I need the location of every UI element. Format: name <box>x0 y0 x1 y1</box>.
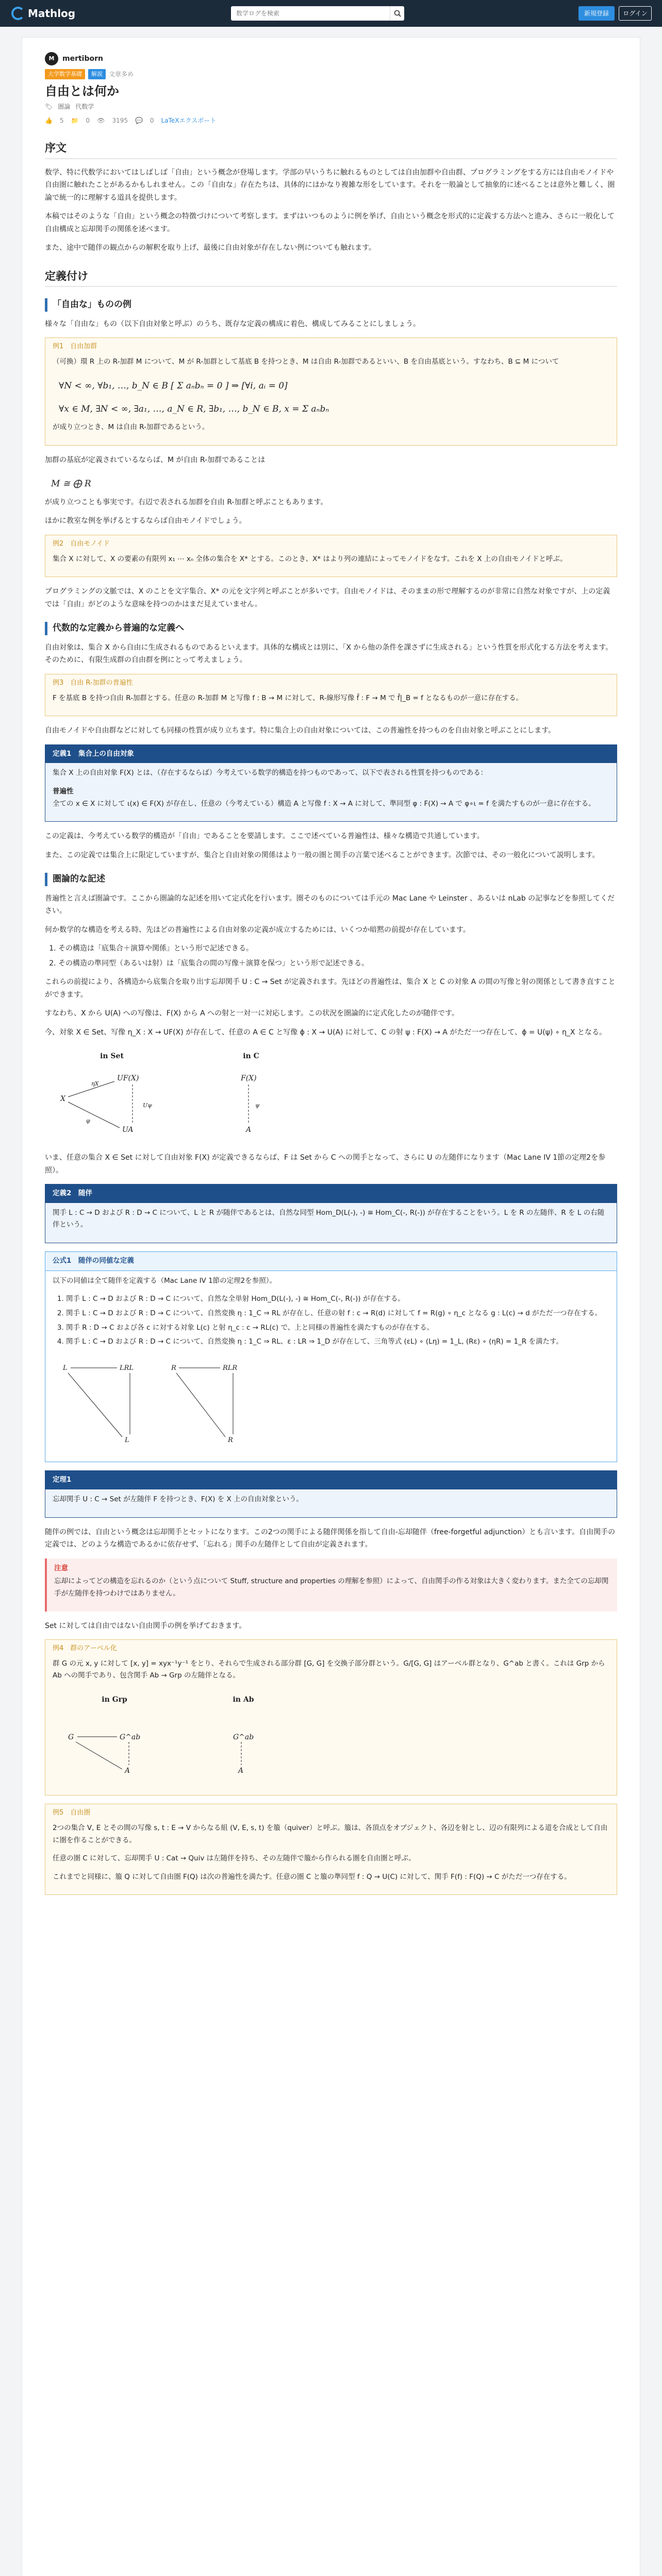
definition-box <box>45 744 617 822</box>
login-button[interactable]: ログイン <box>619 6 652 21</box>
svg-text:G: G <box>68 1733 74 1741</box>
list-item: 1. その構造は「底集合＋演算や関係」という形で記述できる。 <box>58 942 617 955</box>
svg-text:L: L <box>63 1364 68 1372</box>
paragraph: が成り立つことも事実です。右辺で表される加群を自由 R-加群と呼ぶこともあります。 <box>45 498 328 506</box>
svg-text:R: R <box>171 1364 176 1372</box>
example-title: 例5 自由圏 <box>53 1809 91 1817</box>
svg-text:X: X <box>60 1094 65 1103</box>
svg-text:LRL: LRL <box>120 1364 134 1372</box>
definition-text: 関手 L : C → D および R : D → C について、L と R が随伴であるとは、自然な同型 Hom_D(L(-), -) ≅ Hom_C(-, R(-)) が存在することをいう。L を R の左随伴、R を L の右随伴という。 <box>53 1208 605 1229</box>
example-text: 任意の圏 C に対して、忘却関手 U : Cat → Quiv は左随伴を持ち、その左随伴で箙から作られる圏を自由圏と呼ぶ。 <box>53 1854 416 1863</box>
paragraph: この定義は、今考えている数学的構造が「自由」であることを要請します。ここで述べている普遍性は、様々な構造で共通しています。 <box>45 832 484 841</box>
page-title: 自由とは何か <box>45 84 119 98</box>
formula: ∀x ∈ M, ∃N < ∞, ∃a₁, …, a_N ∈ R, ∃b₁, …, b_N ∈ B, x = Σ aₙbₙ <box>59 404 329 415</box>
example-text: 2つの集合 V, E とその間の写像 s, t : E → V からなる組 (V, E, s, t) を箙（quiver）と呼ぶ。箙は、各頂点をオブジェクト、各辺を射とし、辺の有限列による道を合成として自由に圏を作ることができる。 <box>53 1823 608 1844</box>
like-count: 5 <box>59 117 64 124</box>
paragraph: 普遍性と言えば圏論です。ここから圏論的な記述を用いて定式化を行います。圏そのものについては手元の Mac Lane や Leinster 、あるいは nLab の記事などを参照してください。 <box>45 894 615 916</box>
svg-text:A: A <box>246 1125 252 1134</box>
theorem-text: 忘却関手 U : C → Set が左随伴 F を持つとき、F(X) を X 上の自由対象という。 <box>53 1495 304 1504</box>
diagram-svg <box>207 1708 279 1781</box>
definition-box <box>45 1184 617 1243</box>
diagram-label: in Set <box>100 1052 124 1061</box>
paragraph: また、この定義では集合上に限定していますが、集合と自由対象の関係はより一般の圏と関手の言葉で述べることができます。次節では、その一般化について説明します。 <box>45 851 600 859</box>
numbered-list <box>45 942 617 970</box>
section-heading-intro: 序文 <box>45 140 617 159</box>
paragraph: 様々な「自由な」もの（以下自由対象と呼ぶ）のうち、既存な定義の構成に着色、構成してみることにしましょう。 <box>45 319 420 328</box>
paragraph: 自由モノイドや自由群などに対しても同様の性質が成り立ちます。特に集合上の自由対象については、この普遍性を持つものを自由対象と呼ぶことにします。 <box>45 726 556 735</box>
warning-title: 注意 <box>54 1564 68 1572</box>
site-logo[interactable] <box>11 5 75 23</box>
definition-text: 集合 X 上の自由対象 F(X) とは、（存在するならば）今考えている数学的構造を持つものであって、以下で表される性質を持つものである： <box>53 769 488 777</box>
stats-row <box>45 115 617 126</box>
list-item: 4. 関手 L : C → D および R : D → C について、自然変換 η : 1_C ⇒ RL、ε : LR ⇒ 1_D が存在して、三角等式 (εL) ∘ (Lη) = 1_L, (Rε) ∘ (ηR) = 1_R を満たす。 <box>66 1336 609 1348</box>
paragraph: 加群の基底が定義されているならば、M が自由 R-加群であることは <box>45 455 266 464</box>
latex-export-link[interactable]: LaTeXエクスポート <box>161 117 217 124</box>
register-button[interactable]: 新規登録 <box>578 6 615 21</box>
paragraph: すなわち、X から U(A) への写像は、F(X) から A への射と一対一に対応します。この状況を圏論的に定式化したのが随伴です。 <box>45 1009 459 1018</box>
tag[interactable]: 代数学 <box>75 103 94 110</box>
section-heading-definition: 定義付け <box>45 268 617 287</box>
paragraph: 今、対象 X ∈ Set、写像 η_X : X → UF(X) が存在して、任意の A ∈ C と写像 ϕ : X → U(A) に対して、C の射 ψ : F(X) → A がただ一つ存在して、ϕ = U(ψ) ∘ η_X となる。 <box>45 1028 606 1037</box>
svg-text:Uψ: Uψ <box>143 1101 152 1109</box>
view-icon: 👁 <box>97 117 105 124</box>
subsection-heading: 代数的な定義から普遍的な定義へ <box>45 622 617 635</box>
avatar[interactable]: M <box>45 52 58 65</box>
list-item: 2. 関手 L : C → D および R : D → C について、自然変換 η : 1_C ⇒ RL が存在し、任意の射 f : c → R(d) に対して f = R(g) ∘ η_c となる g : L(c) → d がただ一つ存在する。 <box>66 1308 609 1320</box>
example-box <box>45 674 617 716</box>
paragraph: Set に対しては自由ではない自由関手の例を挙げておきます。 <box>45 1621 246 1630</box>
proposition-title: 公式1 随伴の同値な定義 <box>45 1252 617 1271</box>
search-box <box>231 6 404 21</box>
theorem-box <box>45 1470 617 1517</box>
example-text: （可換）環 R 上の R-加群 M について、M が R-加群として基底 B を持つとき、M は自由 R-加群であるといい、B を自由基底という。すなわち、B ⊆ M について <box>53 357 559 366</box>
example-title: 例2 自由モノイド <box>53 539 110 548</box>
svg-text:G^ab: G^ab <box>233 1733 254 1741</box>
commutative-diagram <box>53 1688 609 1790</box>
intro-paragraph: また、途中で随伴の観点からの解釈を取り上げ、最後に自由対象が存在しない例についても触れます。 <box>45 244 376 252</box>
list-item: 3. 関手 R : D → C および各 c に対する対象 L(c) と射 η_c : c → RL(c) で、上と同様の普遍性を満たすものが存在する。 <box>66 1322 609 1334</box>
subsection-heading: 圏論的な記述 <box>45 873 617 886</box>
numbered-list <box>53 1293 609 1348</box>
example-text: 群 G の元 x, y に対して [x, y] = xyx⁻¹y⁻¹ をとり、それらで生成される部分群 [G, G] を交換子部分群という。G/[G, G] はアーベル群となり、G^ab と書く。これは Grp から Ab への関手であり、包含関手 Ab → Grp の左随伴となる。 <box>53 1659 605 1680</box>
formula: ∀N < ∞, ∀b₁, …, b_N ∈ B [ Σ aₙbₙ = 0 ] ⇒ [∀i, aᵢ = 0] <box>59 380 288 391</box>
svg-text:UA: UA <box>122 1125 134 1134</box>
stock-count: 0 <box>86 117 90 124</box>
list-item: 2. その構造の準同型（あるいは射）は「底集合の間の写像＋演算を保つ」という形で記述できる。 <box>58 957 617 970</box>
search-button[interactable] <box>390 6 404 21</box>
diagram-svg <box>63 1708 166 1781</box>
search-input[interactable] <box>231 6 390 21</box>
stock-icon[interactable]: 📁 <box>71 117 79 124</box>
example-title: 例4 群のアーベル化 <box>53 1645 117 1653</box>
definition-label: 普遍性 <box>53 787 74 795</box>
type-badge: 解説 <box>88 69 106 79</box>
svg-text:A: A <box>238 1766 244 1775</box>
diagram-svg <box>55 1065 169 1142</box>
example-text: が成り立つとき、M は自由 R-加群であるという。 <box>53 423 209 432</box>
svg-text:L: L <box>125 1436 129 1444</box>
diagram-svg <box>210 1065 292 1142</box>
diagram-right <box>210 1050 292 1146</box>
author-name[interactable]: mertiborn <box>62 54 103 63</box>
style-label: 文章多め <box>109 70 134 78</box>
svg-text:R: R <box>228 1436 233 1444</box>
view-count: 3195 <box>112 117 128 124</box>
paragraph: 何か数学的な構造を考える時、先ほどの普遍性による自由対象の定義が成立するためには、いくつか暗黙の前提が存在しています。 <box>45 925 470 934</box>
svg-text:φ: φ <box>86 1117 90 1124</box>
example-text: これまでと同様に、箙 Q に対して自由圏 F(Q) は次の普遍性を満たす。任意の圏 C と箙の準同型 f : Q → U(C) に対して、関手 F(f) : F(Q) → C がただ一つ存在する。 <box>53 1872 571 1881</box>
svg-text:A: A <box>125 1766 130 1775</box>
svg-text:F(X): F(X) <box>241 1074 257 1082</box>
definition-text: 全ての x ∈ X に対して ι(x) ∈ F(X) が存在し、任意の（今考えている）構造 A と写像 f : X → A に対して、準同型 φ : F(X) → A で φ∘ι = f を満たすものが一意に存在する。 <box>53 799 595 808</box>
diagram-label: in C <box>243 1052 259 1061</box>
tag[interactable]: 圏論 <box>58 103 71 110</box>
svg-text:G^ab: G^ab <box>120 1733 141 1741</box>
diagram-left <box>63 1693 166 1785</box>
example-title: 例1 自由加群 <box>53 343 97 351</box>
example-box <box>45 1639 617 1795</box>
definition-title: 定義2 随伴 <box>45 1184 617 1203</box>
paragraph: 自由対象は、集合 X から自由に生成されるものであるといえます。具体的な構成とは別に、「X から他の条件を課さずに生成される」という性質を形式化する方法を考えます。そのために、有限生成群の自由群を例にとって考えましょう。 <box>45 643 613 665</box>
comment-icon[interactable]: 💬 <box>135 117 143 124</box>
logo-text: Mathlog <box>28 7 76 20</box>
formula: M ≅ ⨁ R <box>51 479 91 489</box>
warning-text: 忘却によってどの構造を忘れるのか（という点について Stuff, structure and properties の理解を参照）によって、自由関手の作る対象は大きく変わります。また全ての忘却関手が左随伴を持つわけではありません。 <box>54 1577 609 1598</box>
example-box <box>45 535 617 577</box>
proposition-box <box>45 1251 617 1462</box>
commutative-diagram <box>45 1045 617 1151</box>
example-box <box>45 1804 617 1895</box>
paragraph: プログラミングの文脈では、X のことを文字集合、X* の元を文字列と呼ぶことが多いです。自由モノイドは、そのままの形で理解するのが非常に自然な対象ですが、上の定義では「自由」がどのような意味を持つのかはまだ見えていません。 <box>45 587 610 608</box>
intro-paragraph: 本稿ではそのような「自由」という概念の特徴づけについて考察します。まずはいつものように例を挙げ、自由という概念を形式的に定義する方法へと進み、さらに一般化して自由構成と忘却関手の関係を述べます。 <box>45 212 615 233</box>
svg-text:ηX: ηX <box>91 1080 99 1087</box>
triangle-identity-diagram <box>53 1354 269 1452</box>
logo-icon <box>11 7 25 20</box>
diagram-left <box>55 1050 169 1146</box>
author-row <box>45 51 617 66</box>
like-icon[interactable]: 👍 <box>45 117 53 124</box>
svg-text:RLR: RLR <box>223 1364 238 1372</box>
example-text: F を基底 B を持つ自由 R-加群とする。任意の R-加群 M と写像 f : B → M に対して、R-線形写像 f̄ : F → M で f̄|_B = f となるものが一意に存在する。 <box>53 693 523 702</box>
diagram-label: in Grp <box>102 1696 127 1704</box>
svg-text:UF(X): UF(X) <box>117 1074 139 1082</box>
svg-text:ψ: ψ <box>255 1101 260 1109</box>
paragraph: いま、任意の集合 X ∈ Set に対して自由対象 F(X) が定義できるならば、F は Set から C への関手となって、さらに U の左随伴になります（Mac Lane IV 1節の定理2を参照）。 <box>45 1154 606 1175</box>
badge-row <box>45 69 617 80</box>
diagram-right <box>207 1693 279 1785</box>
top-bar <box>0 0 662 27</box>
example-box <box>45 337 617 446</box>
example-title: 例3 自由 R-加群の普遍性 <box>53 679 133 687</box>
intro-paragraph: 数学、特に代数学においてはしばしば「自由」という概念が登場します。学部の早いうちに触れるものとしては自由加群や自由群、プログラミングをする方には自由モノイドや自由圏に触れたことがあるかもしれません。この「自由な」存在たちは、具体的にはかなり複雑な形をしています。それを一般論として抽象的に述べることは意外と難しく、圏論で統一的に理解する道具を提供します。 <box>45 168 615 202</box>
paragraph: これらの前提により、各構造から底集合を取り出す忘却関手 U : C → Set が定義されます。先ほどの普遍性は、集合 X と C の対象 A の間の写像と射の関係として書き直すことができます。 <box>45 978 616 999</box>
subsection-heading: 「自由な」ものの例 <box>45 298 617 312</box>
search-icon <box>394 10 401 17</box>
diagram-label: in Ab <box>233 1696 254 1704</box>
warning-box <box>45 1558 617 1612</box>
list-item: 1. 関手 L : C → D および R : D → C について、自然な全単射 Hom_D(L(-), -) ≅ Hom_C(-, R(-)) が存在する。 <box>66 1293 609 1306</box>
paragraph: ほかに教室な例を挙げるとするならば自由モノイドでしょう。 <box>45 517 246 526</box>
tag-list <box>45 101 617 112</box>
comment-count: 0 <box>150 117 154 124</box>
tag-icon: 🏷 <box>45 103 53 110</box>
example-text: 集合 X に対して、X の要素の有限列 x₁ ⋯ xₙ 全体の集合を X* とする。このとき、X* はより列の連結によってモノイドをなす。これを X 上の自由モノイドと呼ぶ。 <box>53 554 567 563</box>
proposition-text: 以下の同値は全て随伴を定義する（Mac Lane IV 1節の定理2を参照）。 <box>53 1276 277 1285</box>
level-badge: 大学数学基礎 <box>45 69 85 79</box>
theorem-title: 定理1 <box>45 1471 617 1489</box>
article-card <box>22 37 640 2576</box>
paragraph: 随伴の例では、自由という概念は忘却関手とセットになります。この2つの関手による随伴関係を指して自由-忘却随伴（free-forgetful adjunction）とも言います。自由関手の定義では、どのような構造であるかに依存せず、「忘れる」関手の左随伴として自由が定義されます。 <box>45 1528 616 1549</box>
definition-title: 定義1 集合上の自由対象 <box>45 745 617 764</box>
